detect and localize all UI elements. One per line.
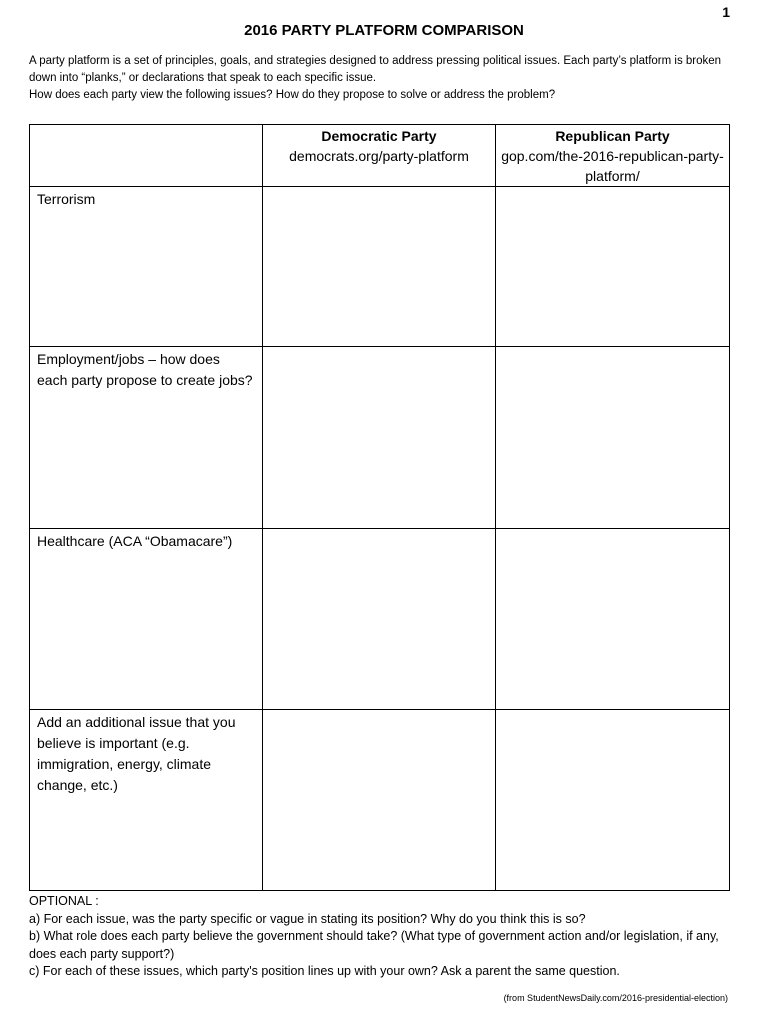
issue-label-additional: Add an additional issue that you believe is important (e.g. immigration, energy, climate change, etc.) [37, 714, 236, 793]
table-row [30, 187, 730, 347]
page-number: 1 [722, 4, 730, 20]
table-row [30, 347, 730, 529]
issue-label-terrorism: Terrorism [37, 191, 96, 207]
issue-label-employment: Employment/jobs – how does each party propose to create jobs? [37, 351, 253, 388]
republican-answer-cell[interactable] [496, 347, 730, 529]
table-row [30, 529, 730, 710]
republican-party-label: Republican Party [555, 128, 670, 144]
democratic-answer-cell[interactable] [263, 187, 496, 347]
issue-cell [30, 710, 263, 891]
democratic-url: democrats.org/party-platform [289, 148, 469, 164]
republican-header [496, 125, 730, 187]
republican-url: gop.com/the-2016-republican-party-platform/ [501, 148, 724, 184]
republican-answer-cell[interactable] [496, 529, 730, 710]
optional-heading: OPTIONAL : [29, 894, 99, 908]
democratic-answer-cell[interactable] [263, 529, 496, 710]
comparison-table [29, 124, 730, 891]
democratic-party-label: Democratic Party [321, 128, 437, 144]
issue-label-healthcare: Healthcare (ACA “Obamacare”) [37, 533, 233, 549]
republican-answer-cell[interactable] [496, 187, 730, 347]
table-header-row [30, 125, 730, 187]
issue-cell [30, 187, 263, 347]
optional-section [29, 893, 741, 981]
intro-question: How does each party view the following issues? How do they propose to solve or address the problem? [29, 89, 556, 101]
header-blank-cell [30, 125, 263, 187]
optional-question-b: b) What role does each party believe the government should take? (What type of government action and/or legislation, if any, does each party support?) [29, 929, 719, 961]
optional-question-c: c) For each of these issues, which party's position lines up with your own? Ask a parent the same question. [29, 964, 620, 978]
intro-definition: A party platform is a set of principles, goals, and strategies designed to address pressing political issues. Each party’s platform is broken down into “planks,” or declarations that speak to each specific issue. [29, 55, 722, 84]
optional-question-a: a) For each issue, was the party specific or vague in stating its position? Why do you think this is so? [29, 911, 586, 926]
democratic-answer-cell[interactable] [263, 347, 496, 529]
democratic-header [263, 125, 496, 187]
table-row [30, 710, 730, 891]
republican-answer-cell[interactable] [496, 710, 730, 891]
intro-text [29, 53, 741, 104]
issue-cell [30, 529, 263, 710]
page-title: 2016 PARTY PLATFORM COMPARISON [244, 22, 524, 39]
democratic-answer-cell[interactable] [263, 710, 496, 891]
source-attribution: (from StudentNewsDaily.com/2016-presidential-election) [503, 993, 728, 1003]
issue-cell [30, 347, 263, 529]
